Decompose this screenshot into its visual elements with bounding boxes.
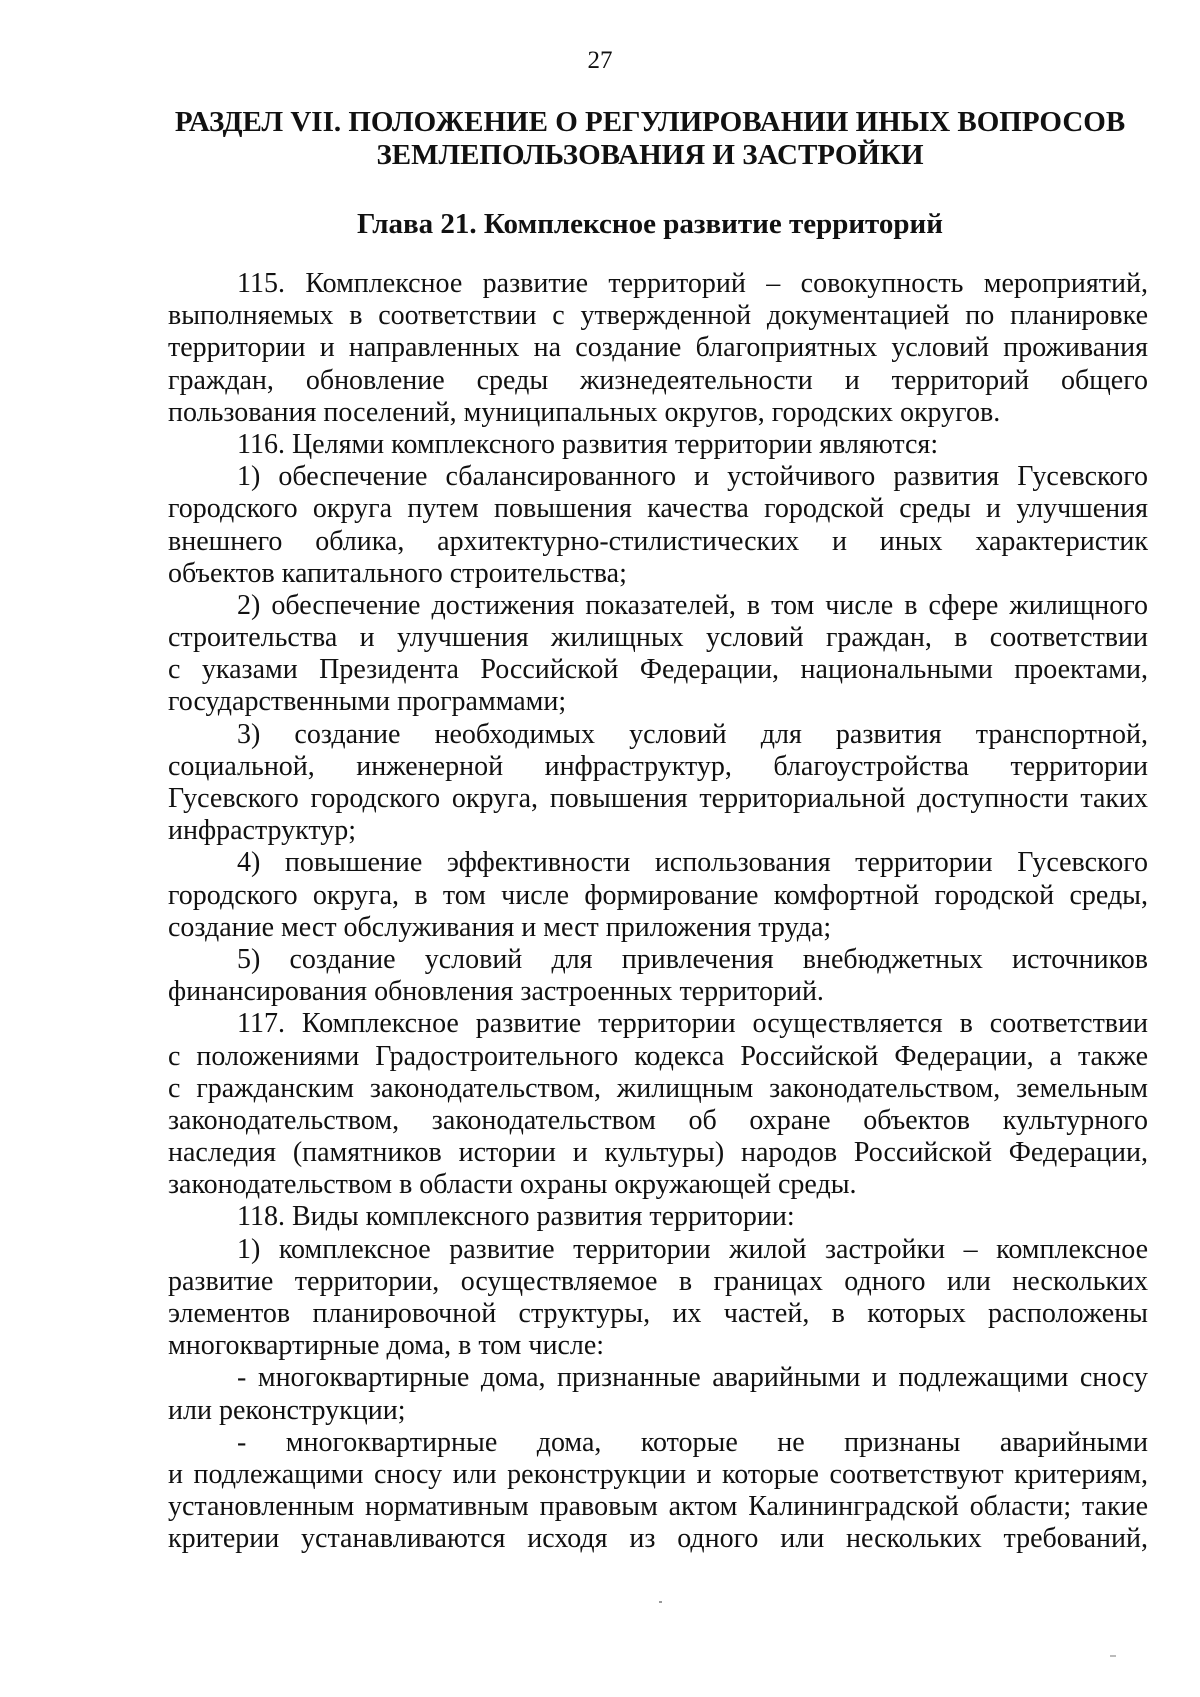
scan-speck — [659, 1601, 662, 1603]
paragraph-line: внешнего облика, архитектурно-стилистических и иных характеристик — [168, 525, 1148, 557]
document-body — [168, 268, 1148, 1556]
paragraph-line: 2) обеспечение достижения показателей, в том числе в сфере жилищного — [237, 589, 1148, 621]
paragraph-line: с положениями Градостроительного кодекса Российской Федерации, а также — [168, 1040, 1148, 1072]
paragraph-line: многоквартирные дома, в том числе: — [168, 1330, 605, 1362]
paragraph-line: территории и направленных на создание благоприятных условий проживания — [168, 332, 1148, 364]
paragraph-line: установленным нормативным правовым актом Калининградской области; такие — [168, 1491, 1148, 1523]
paragraph-line: 1) обеспечение сбалансированного и устойчивого развития Гусевского — [237, 461, 1148, 493]
paragraph-line: - многоквартирные дома, признанные аварийными и подлежащими сносу — [237, 1362, 1148, 1394]
scan-speck — [1110, 1655, 1116, 1657]
paragraph-line: социальной, инженерной инфраструктур, благоустройства территории — [168, 750, 1148, 782]
paragraph-line: государственными программами; — [168, 686, 567, 718]
paragraph-line: 117. Комплексное развитие территории осуществляется в соответствии — [237, 1008, 1148, 1040]
paragraph-line: законодательством в области охраны окружающей среды. — [168, 1169, 857, 1201]
paragraph-line: пользования поселений, муниципальных округов, городских округов. — [168, 396, 1001, 428]
paragraph-line: инфраструктур; — [168, 815, 357, 847]
paragraph-line: 5) создание условий для привлечения внебюджетных источников — [237, 943, 1148, 975]
paragraph-line: городского округа, в том числе формирование комфортной городской среды, — [168, 879, 1148, 911]
paragraph-line: 118. Виды комплексного развития территории: — [237, 1201, 795, 1233]
paragraph-line: выполняемых в соответствии с утвержденной документацией по планировке — [168, 300, 1148, 332]
section-title-line: РАЗДЕЛ VII. ПОЛОЖЕНИЕ О РЕГУЛИРОВАНИИ ИНЫХ ВОПРОСОВ — [174, 106, 1126, 138]
paragraph-line: финансирования обновления застроенных территорий. — [168, 976, 824, 1008]
paragraph-line: 115. Комплексное развитие территорий – совокупность мероприятий, — [237, 268, 1148, 299]
paragraph-line: 116. Целями комплексного развития территории являются: — [237, 428, 939, 460]
paragraph-line: законодательством, законодательством об охране объектов культурного — [168, 1104, 1148, 1136]
section-title-line: ЗЕМЛЕПОЛЬЗОВАНИЯ И ЗАСТРОЙКИ — [376, 139, 924, 171]
paragraph-line: и подлежащими сносу или реконструкции и которые соответствуют критериям, — [168, 1458, 1148, 1490]
paragraph-line: наследия (памятников истории и культуры) народов Российской Федерации, — [168, 1137, 1148, 1169]
paragraph-line: элементов планировочной структуры, их частей, в которых расположены — [168, 1298, 1148, 1329]
section-title — [120, 106, 1180, 172]
paragraph-line: Гусевского городского округа, повышения территориальной доступности таких — [168, 783, 1148, 814]
paragraph-line: объектов капитального строительства; — [168, 557, 627, 589]
paragraph-line: с указами Президента Российской Федерации, национальными проектами, — [168, 654, 1148, 686]
paragraph-line: - многоквартирные дома, которые не признаны аварийными — [237, 1426, 1148, 1458]
paragraph-line: с гражданским законодательством, жилищным законодательством, земельным — [168, 1072, 1148, 1104]
paragraph-line: 1) комплексное развитие территории жилой застройки – комплексное — [237, 1233, 1148, 1265]
chapter-title: Глава 21. Комплексное развитие территорий — [357, 208, 943, 240]
paragraph-line: или реконструкции; — [168, 1394, 406, 1426]
paragraph-line: городского округа путем повышения качества городской среды и улучшения — [168, 493, 1148, 525]
paragraph-line: критерии устанавливаются исходя из одного или нескольких требований, — [168, 1523, 1148, 1555]
paragraph-line: развитие территории, осуществляемое в границах одного или нескольких — [168, 1265, 1148, 1297]
page-number: 27 — [587, 47, 613, 74]
paragraph-line: строительства и улучшения жилищных условий граждан, в соответствии — [168, 622, 1148, 654]
paragraph-line: 4) повышение эффективности использования территории Гусевского — [237, 847, 1148, 879]
paragraph-line: 3) создание необходимых условий для развития транспортной, — [237, 718, 1148, 750]
paragraph-line: граждан, обновление среды жизнедеятельности и территорий общего — [168, 364, 1148, 396]
paragraph-line: создание мест обслуживания и мест приложения труда; — [168, 911, 832, 943]
